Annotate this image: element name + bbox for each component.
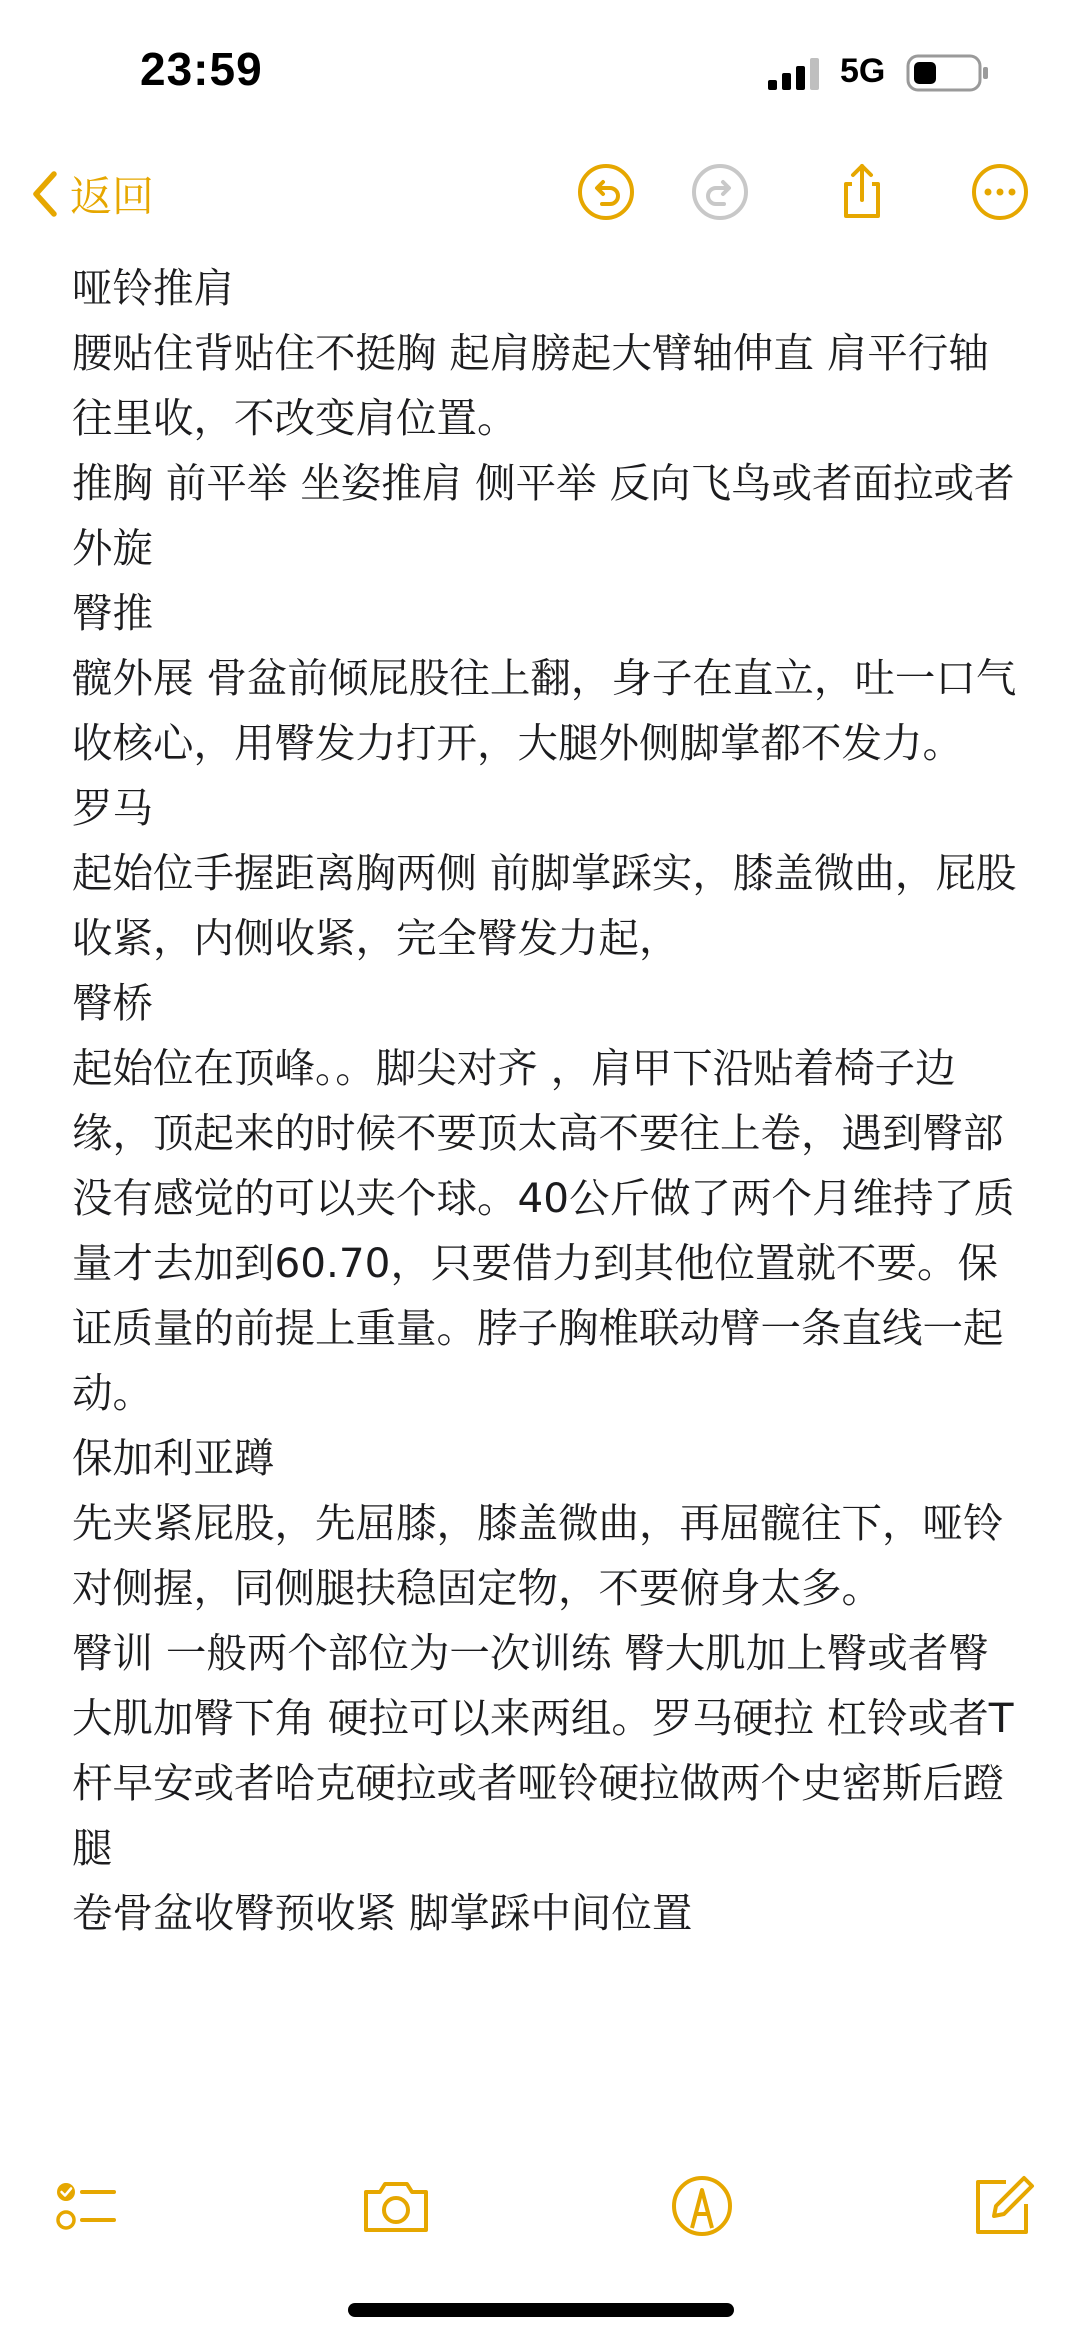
nav-bar (0, 150, 1080, 240)
note-heading: 哑铃推肩 (72, 264, 234, 312)
note-heading: 罗马 (72, 784, 153, 832)
status-time: 23:59 (140, 43, 263, 95)
redo-icon[interactable] (690, 162, 750, 222)
checklist-icon[interactable] (50, 2170, 122, 2242)
home-indicator (348, 2303, 734, 2317)
note-paragraph: 先夹紧屁股，先屈膝，膝盖微曲，再屈髋往下，哑铃对侧握，同侧腿扶稳固定物，不要俯身太多。 (72, 1499, 1004, 1612)
more-icon[interactable] (970, 162, 1030, 222)
network-type: 5G (840, 52, 886, 90)
back-button[interactable] (30, 164, 154, 224)
camera-icon[interactable] (360, 2170, 432, 2242)
note-paragraph: 卷骨盆收臀预收紧 脚掌踩中间位置 (72, 1889, 693, 1937)
bottom-toolbar (0, 2160, 1080, 2260)
undo-icon[interactable] (576, 162, 636, 222)
note-paragraph: 腰贴住背贴住不挺胸 起肩膀起大臂轴伸直 肩平行轴往里收，不改变肩位置。 (72, 329, 989, 442)
note-heading: 臀推 (72, 589, 153, 637)
markup-pen-icon[interactable] (666, 2170, 738, 2242)
note-paragraph: 起始位在顶峰。。脚尖对齐 ，肩甲下沿贴着椅子边缘，顶起来的时候不要顶太高不要往上卷，遇到臀部没有感觉的可以夹个球。40公斤做了两个月维持了质量才去加到60.70，只要借力到其他位置就不要。保证质量的前提上重量。脖子胸椎联动臂一条直线一起动。 (72, 1044, 1015, 1417)
note-paragraph: 推胸 前平举 坐姿推肩 侧平举 反向飞鸟或者面拉或者外旋 (72, 459, 1015, 572)
note-paragraph: 臀训 一般两个部位为一次训练 臀大肌加上臀或者臀大肌加臀下角 硬拉可以来两组。罗马硬拉 杠铃或者T杆早安或者哈克硬拉或者哑铃硬拉做两个史密斯后蹬腿 (72, 1629, 1014, 1872)
chevron-left-icon (30, 169, 60, 219)
compose-icon[interactable] (966, 2170, 1038, 2242)
back-label: 返回 (70, 172, 155, 221)
note-paragraph: 起始位手握距离胸两侧 前脚掌踩实，膝盖微曲，屁股收紧，内侧收紧，完全臀发力起， (72, 849, 1017, 962)
note-paragraph: 髋外展 骨盆前倾屁股往上翻，身子在直立，吐一口气收核心，用臀发力打开，大腿外侧脚掌都不发力。 (72, 654, 1017, 767)
note-heading: 臀桥 (72, 979, 153, 1027)
share-icon[interactable] (832, 162, 892, 222)
note-heading: 保加利亚蹲 (72, 1434, 275, 1482)
note-body[interactable] (72, 256, 1022, 1946)
